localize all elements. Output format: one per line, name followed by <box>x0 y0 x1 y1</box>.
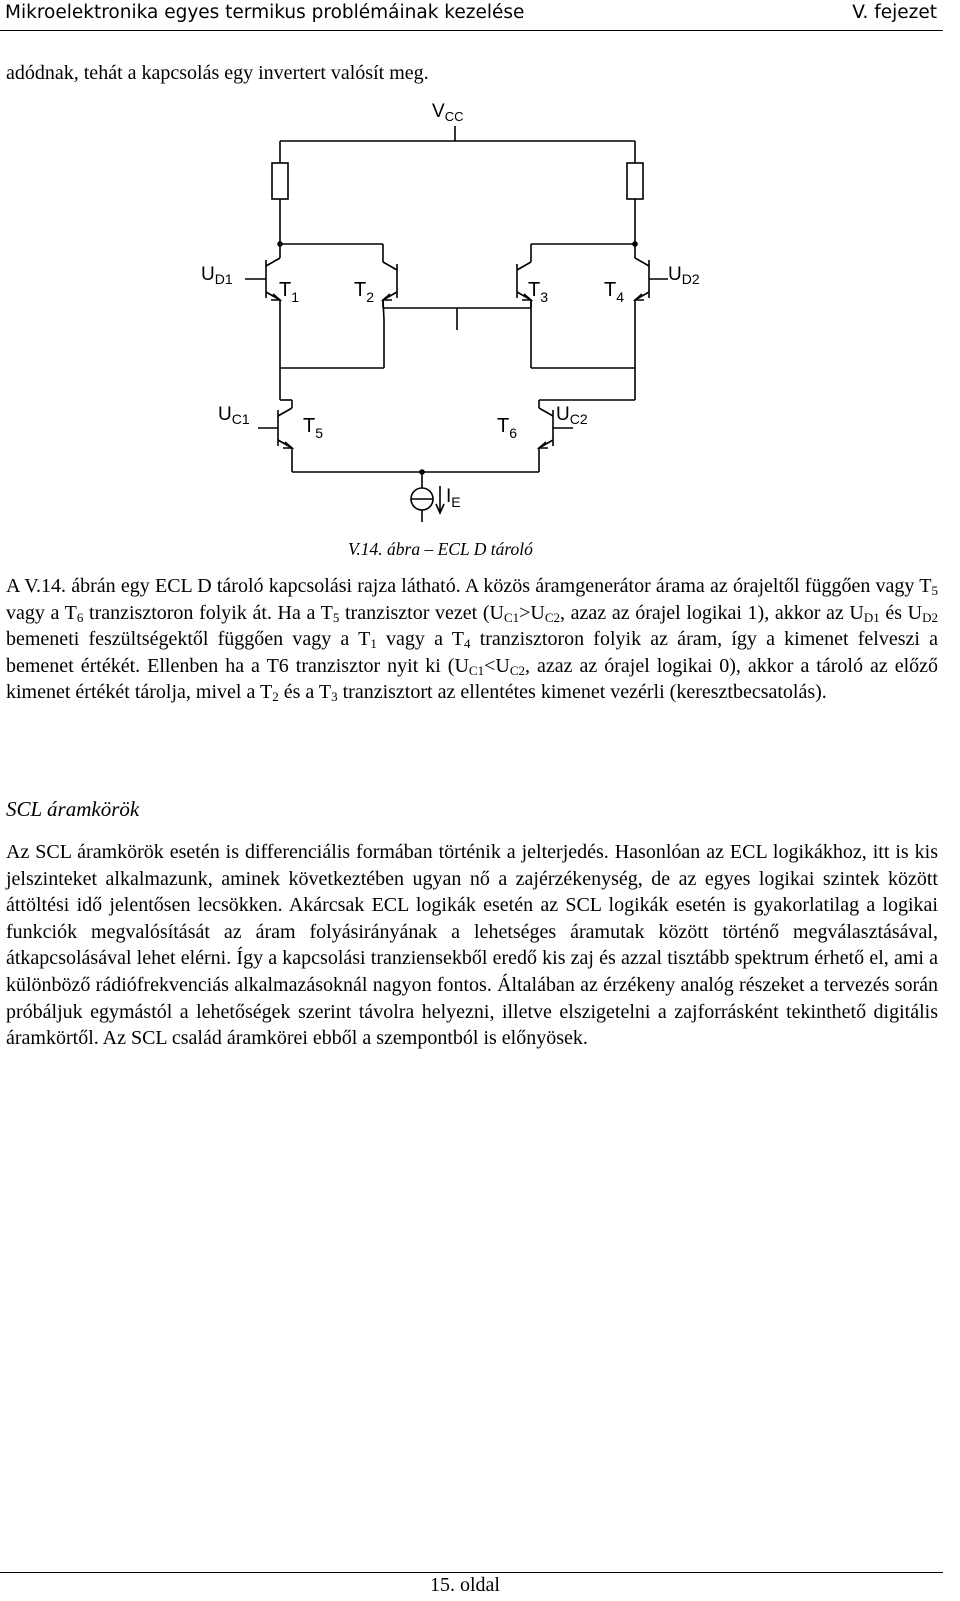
transistor-t1 <box>245 244 280 320</box>
intro-line: adódnak, tehát a kapcsolás egy invertert valósít meg. <box>6 62 429 84</box>
footer-rule <box>0 1572 943 1573</box>
ecl-d-latch-schematic <box>0 0 960 540</box>
transistor-t2 <box>383 262 397 308</box>
uc1-label: $U_{C1}$ <box>218 404 250 427</box>
ie-label: $I_E$ <box>446 486 461 510</box>
paragraph-ecl: A V.14. ábrán egy ECL D tároló kapcsolási rajza látható. A közös áramgenerátor árama az órajeltől függően vagy $T_5$ vagy a $T_6$ tranzisztoron folyik át. Ha a $T_5$ tranzisztor vezet ($U_{C1}>U_{C2}$, azaz az órajel logikai 1), akkor az $U_{D1}$ és $U_{D2}$ bemeneti feszültségektől függően vagy a $T_1$ vagy a $T_4$ tranzisztoron folyik az áram, így a kimenet felveszi a bemenet értékét. Ellenben ha a T6 tranzisztor nyit ki ($U_{C1}<U_{C2}$, azaz az órajel logikai 0), akkor a tároló az előző kimenet értékét tárolja, mivel a $T_2$ és a $T_3$ tranzisztort az ellentétes kimenet vezérli (keresztbecsatolás). <box>6 575 939 705</box>
t2-label: $T_2$ <box>354 279 375 305</box>
ud1-label: $U_{D1}$ <box>201 264 233 287</box>
resistor-right <box>627 163 643 199</box>
transistor-t5 <box>258 408 292 472</box>
transistor-t4 <box>635 244 668 320</box>
uc2-label: $U_{C2}$ <box>556 404 588 427</box>
t5-label: $T_5$ <box>303 415 324 441</box>
ud2-label: $U_{D2}$ <box>668 264 700 287</box>
section-title: SCL áramkörök <box>6 797 140 821</box>
paragraph-scl: Az SCL áramkörök esetén is differenciális formában történik a jelterjedés. Hasonlóan az ECL logikákhoz, itt is kis jelszinteket alkalmazunk, aminek következtében ugyan nő a zajérzékenység, de az egyes logikai szintek között áttöltési idő jelentősen lecsökken. Akárcsak ECL logikák esetén az SCL logikák esetén is gyakorlatilag a logikai funkciók megvalósítását az áram folyásirányának a lehetséges áramutak között történő megválasztásával, átkapcsolásával lehet elérni. Így a kapcsolási tranziensekből eredő kis zaj és azzal tisztább spektrum érhető el, ami a különböző rádiófrekvenciás alkalmazásoknál nagyon fontos. Általában az érzékeny analóg részeket a tervezés során próbáljuk egymástól a lehetőségek szerint távolra helyezni, illetve elszigetelni a zajforrásként tekinthető digitális áramkörtől. Az SCL család áramkörei ebből a szempontból is előnyösek. <box>6 841 938 1050</box>
t4-label: $T_4$ <box>604 279 625 305</box>
t1-label: $T_1$ <box>279 279 300 305</box>
t3-label: $T_3$ <box>528 279 549 305</box>
header-chapter: V. fejezet <box>852 2 937 23</box>
figure-caption: V.14. ábra – ECL D tároló <box>348 539 533 559</box>
resistor-left <box>272 163 288 199</box>
vcc-label: $V_{CC}$ <box>432 101 464 124</box>
page-number: 15. oldal <box>430 1574 500 1596</box>
current-source-ie <box>411 472 444 522</box>
t6-label: $T_6$ <box>497 415 518 441</box>
header-title: Mikroelektronika egyes termikus problémáinak kezelése <box>5 2 525 23</box>
